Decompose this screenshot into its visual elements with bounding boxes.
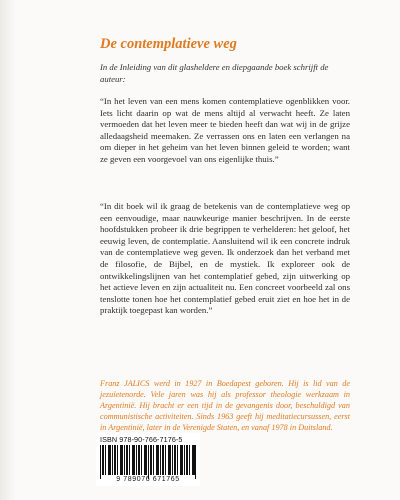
isbn-text: ISBN 978-90-766-7176-5 bbox=[100, 435, 183, 444]
cover-edge-shadow bbox=[0, 0, 16, 500]
barcode-guard-left bbox=[100, 445, 101, 479]
barcode-digits: 9 789076 671765 bbox=[116, 476, 180, 483]
quote-paragraph-1: “In het leven van een mens komen contemplatieve ogenblikken voor. Iets licht daarin op wat de mens altijd al verwacht heeft. Ze laten vermoeden dat het leven meer te bieden heeft dan wat wij in de grijze alledaagsheid meemaken. Ze verrassen ons en laten een verlangen na om dieper in het geheim van het leven binnen geleid te worden; want ze geven een voorgevoel van ons eigenlijke thuis.” bbox=[100, 96, 350, 164]
quote-paragraph-2: “In dit boek wil ik graag de betekenis van de contemplatieve weg op een eenvoudige, maar nauwkeurige manier beschrijven. In de eerste hoofdstukken probeer ik drie begrippen te verhelderen: het geloof, het eeuwig leven, de contemplatie. Aansluitend wil ik een concrete indruk van de contemplatieve weg geven. Ik onderzoek dan het verband met de filosofie, de Bijbel, en de mystiek. Ik exploreer ook de ontwikkelingslijnen van het contemplatief gebed, zijn uitwerking op het actieve leven en zijn actualiteit nu. Een concreet voorbeeld zal ons tenslotte tonen hoe het contemplatief gebed eruit ziet en hoe het in de praktijk toegepast kan worden.” bbox=[100, 201, 350, 316]
intro-text: In de Inleiding van dit glasheldere en diepgaande boek schrijft de auteur: bbox=[100, 62, 329, 84]
barcode-guard-center bbox=[148, 445, 149, 479]
book-title: De contemplatieve weg bbox=[100, 36, 237, 52]
barcode-guard-right bbox=[195, 445, 196, 479]
author-biography: Franz JALICS werd in 1927 in Boedapest geboren. Hij is lid van de jezuïetenorde. Vele jaren was hij als professor theologie werkzaam in Argentinië. Hij bracht er een tijd in de gevangenis door, beschuldigd van communistische activiteiten. Sinds 1963 geeft hij meditatiecursussen, eerst in Argentinië, later in de Verenigde Staten, en vanaf 1978 in Duitsland. bbox=[100, 379, 350, 432]
barcode-label bbox=[96, 433, 200, 486]
